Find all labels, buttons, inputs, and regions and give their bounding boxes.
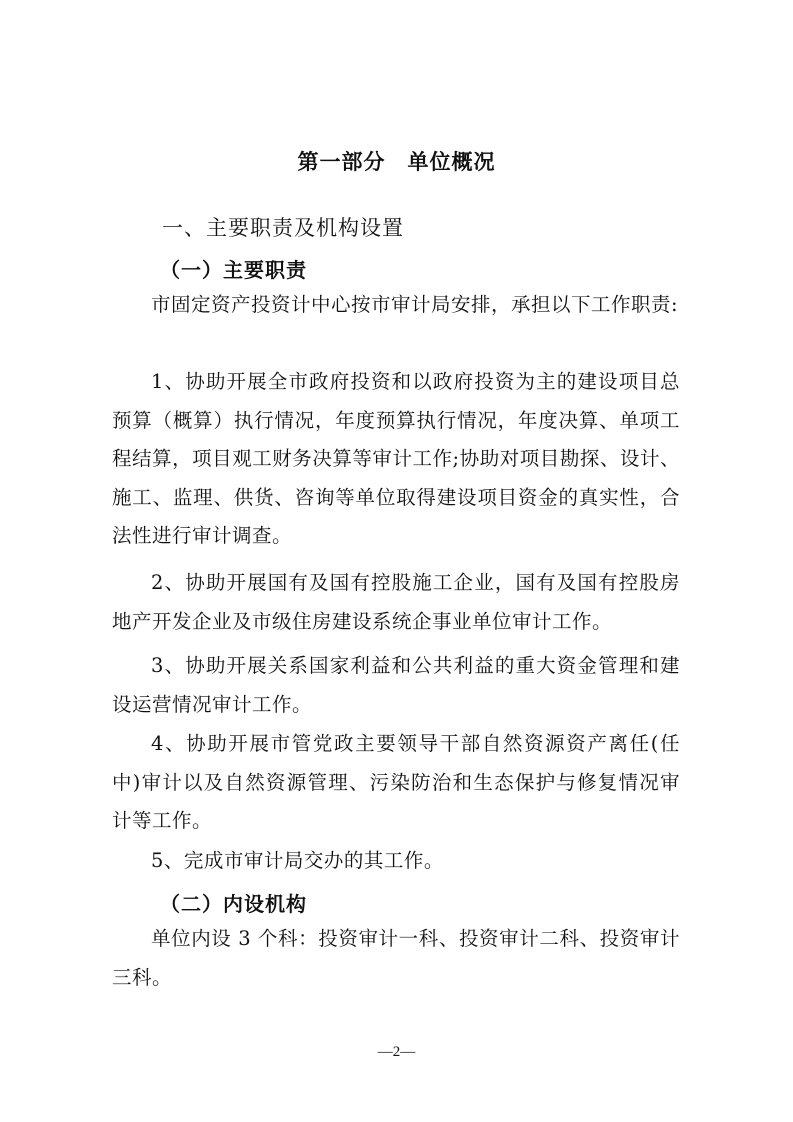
duty-item-5: 5、完成市审计局交办的其工作。	[151, 849, 444, 872]
org-paragraph: 单位内设 3 个科：投资审计一科、投资审计二科、投资审计三科。	[112, 927, 680, 989]
subsection-heading-duties: （一）主要职责	[160, 258, 307, 282]
part-title: 第一部分 单位概况	[297, 149, 496, 174]
duties-intro-paragraph: 市固定资产投资计中心按市审计局安排，承担以下工作职责:	[151, 293, 679, 316]
page-number: —2—	[377, 1044, 416, 1060]
duty-item-4: 4、协助开展市管党政主要领导干部自然资源资产离任(任中)审计以及自然资源管理、污染防治和生态保护与修复情况审计等工作。	[112, 732, 680, 832]
duty-item-1: 1、协助开展全市政府投资和以政府投资为主的建设项目总预算（概算）执行情况，年度预算执行情况，年度决算、单项工程结算，项目观工财务决算等审计工作;协助对项目勘探、设计、施工、监理、供货、咨询等单位取得建设项目资金的真实性，合法性进行审计调查。	[112, 370, 680, 547]
duty-item-2: 2、协助开展国有及国有控股施工企业，国有及国有控股房地产开发企业及市级住房建设系统企事业单位审计工作。	[112, 571, 680, 633]
section-heading: 一、主要职责及机构设置	[162, 216, 404, 240]
duty-item-3: 3、协助开展关系国家利益和公共利益的重大资金管理和建设运营情况审计工作。	[112, 654, 680, 716]
subsection-heading-org: （二）内设机构	[160, 892, 307, 916]
